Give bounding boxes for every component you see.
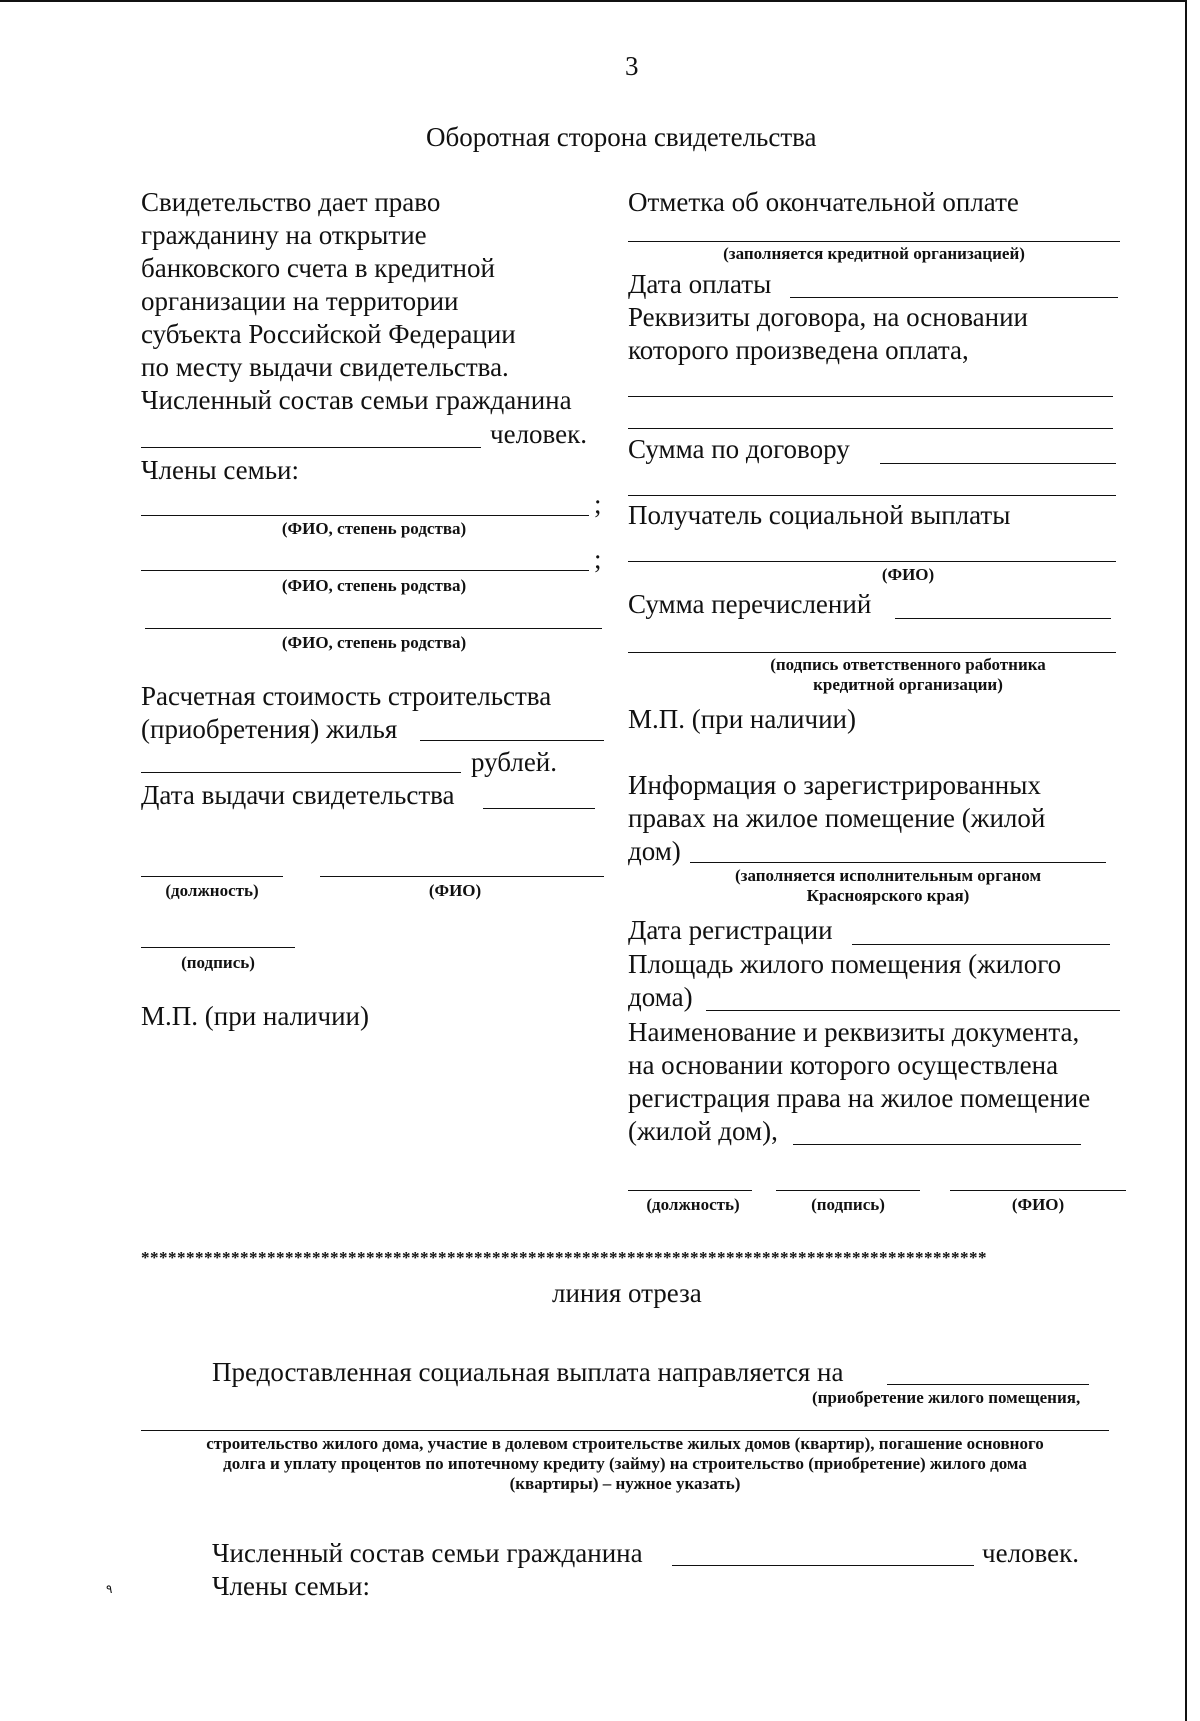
right-signature-line: [776, 1190, 920, 1191]
registration-date-line: [852, 944, 1110, 945]
filled-by-exec-caption: [640, 866, 1136, 906]
fio-degree-caption: (ФИО, степень родства): [281, 633, 467, 652]
issue-date-line: [483, 808, 595, 809]
bottom-family-count-line: [672, 1565, 974, 1566]
transfer-sum-line: [895, 618, 1111, 619]
semicolon: ;: [594, 544, 602, 574]
cost-label-2: (приобретения) жилья: [141, 714, 398, 744]
signature-line: [141, 947, 295, 948]
final-payment-line: [628, 241, 1120, 242]
cost-label-1: Расчетная стоимость строительства: [141, 681, 552, 711]
contract-line-1: [628, 396, 1113, 397]
bottom-persons-suffix: человек.: [982, 1538, 1079, 1568]
cut-line-label: линия отреза: [552, 1278, 702, 1308]
position-caption: (должность): [165, 881, 259, 900]
document-label-line: регистрация права на жилое помещение: [628, 1083, 1091, 1113]
rights-info-line: правах на жилое помещение (жилой: [628, 803, 1046, 833]
area-label-line: Площадь жилого помещения (жилого: [628, 949, 1062, 979]
left-intro-line: по месту выдачи свидетельства.: [141, 352, 509, 382]
payout-full-line: [141, 1430, 1109, 1431]
contract-sum-line: [880, 463, 1116, 464]
rights-info-line: Информация о зарегистрированных: [628, 770, 1041, 800]
right-signature-caption: (подпись): [811, 1195, 885, 1214]
document-label-line: Наименование и реквизиты документа,: [628, 1017, 1080, 1047]
cut-separator: **********************************************************************************************: [141, 1248, 987, 1267]
family-members-label: Члены семьи:: [141, 455, 299, 485]
cost-line: [420, 740, 604, 741]
right-fio-caption: (ФИО): [1011, 1195, 1065, 1214]
payout-line: [887, 1384, 1089, 1385]
payout-hint-2-line: (квартиры) – нужное указать): [509, 1474, 741, 1493]
filled-by-exec-caption-line: (заполняется исполнительным органом: [734, 866, 1042, 885]
semicolon: ;: [594, 489, 602, 519]
payout-label: Предоставленная социальная выплата направляется на: [212, 1357, 844, 1387]
contract-requisites-line: Реквизиты договора, на основании: [628, 302, 1028, 332]
left-intro-line: организации на территории: [141, 286, 459, 316]
family-member-line-2: [141, 570, 589, 571]
family-member-line-3: [145, 628, 602, 629]
area-label-line: дома): [628, 982, 693, 1012]
fio-degree-caption: (ФИО, степень родства): [281, 519, 467, 538]
bottom-members-label: Члены семьи:: [212, 1571, 370, 1601]
document-label-line: (жилой дом),: [628, 1116, 778, 1146]
issue-date-label: Дата выдачи свидетельства: [141, 780, 455, 810]
recipient-label: Получатель социальной выплаты: [628, 500, 1011, 530]
margin-mark: ٩: [106, 1582, 113, 1596]
contract-sum-line-2: [628, 495, 1116, 496]
document-label-line: на основании которого осуществлена: [628, 1050, 1059, 1080]
payout-hint-1: (приобретение жилого помещения,: [812, 1388, 1081, 1407]
bottom-family-count-label: Численный состав семьи гражданина: [212, 1538, 643, 1568]
bank-signature-caption-line: (подпись ответственного работника: [770, 655, 1046, 674]
cost-amount-line: [141, 772, 461, 773]
rights-info-line-blank: [690, 862, 1106, 863]
fio-caption: (ФИО): [428, 881, 482, 900]
left-intro-line: банковского счета в кредитной: [141, 253, 495, 283]
bank-signature-line: [628, 652, 1116, 653]
area-line: [706, 1010, 1120, 1011]
left-intro-line: Численный состав семьи гражданина: [141, 385, 572, 415]
rights-info-line: дом): [628, 836, 681, 866]
registration-date-label: Дата регистрации: [628, 915, 833, 945]
left-intro: [141, 186, 572, 417]
fio-degree-caption: (ФИО, степень родства): [281, 576, 467, 595]
document-label: [628, 1016, 1090, 1148]
contract-requisites: [628, 301, 1028, 367]
page-number: 3: [625, 51, 639, 81]
right-position-caption: (должность): [646, 1195, 740, 1214]
recipient-fio-caption: (ФИО): [881, 565, 935, 584]
contract-requisites-line: которого произведена оплата,: [628, 335, 969, 365]
contract-line-2: [628, 428, 1113, 429]
transfer-sum-label: Сумма перечислений: [628, 589, 872, 619]
page-title: Оборотная сторона свидетельства: [426, 122, 817, 152]
left-intro-line: субъекта Российской Федерации: [141, 319, 516, 349]
payout-hint-2-line: долга и уплату процентов по ипотечному кредиту (займу) на строительство (приобретение) жилого дома: [223, 1454, 1027, 1473]
right-fio-line: [950, 1190, 1126, 1191]
payment-date-label: Дата оплаты: [628, 269, 772, 299]
left-intro-line: Свидетельство дает право: [141, 187, 441, 217]
contract-sum-label: Сумма по договору: [628, 434, 850, 464]
signature-caption: (подпись): [181, 953, 255, 972]
bank-signature-caption: [628, 655, 1188, 695]
right-stamp-label: М.П. (при наличии): [628, 704, 856, 734]
area-label: [628, 948, 1061, 1014]
stamp-label: М.П. (при наличии): [141, 1001, 369, 1031]
scan-top-border: [0, 0, 1185, 2]
family-count-line: [141, 447, 481, 448]
final-payment-label: Отметка об окончательной оплате: [628, 187, 1019, 217]
payout-hint-2-line: строительство жилого дома, участие в долевом строительстве жилых домов (квартир), погашение основного: [206, 1434, 1044, 1453]
fio-line: [320, 876, 604, 877]
rubles-label: рублей.: [471, 747, 558, 777]
family-member-line-1: [141, 515, 589, 516]
scan-right-border: [1185, 0, 1187, 1721]
bank-signature-caption-line: кредитной организации): [813, 675, 1003, 694]
filled-by-exec-caption-line: Красноярского края): [806, 886, 970, 905]
right-position-line: [628, 1190, 752, 1191]
payout-hint-2: [141, 1434, 1109, 1494]
left-intro-line: гражданину на открытие: [141, 220, 427, 250]
recipient-line: [628, 561, 1116, 562]
persons-suffix: человек.: [490, 419, 587, 449]
rights-info: [628, 769, 1045, 868]
position-line: [141, 876, 283, 877]
filled-by-bank-caption: (заполняется кредитной организацией): [723, 244, 1025, 263]
payment-date-line: [790, 297, 1118, 298]
document-line: [793, 1144, 1081, 1145]
